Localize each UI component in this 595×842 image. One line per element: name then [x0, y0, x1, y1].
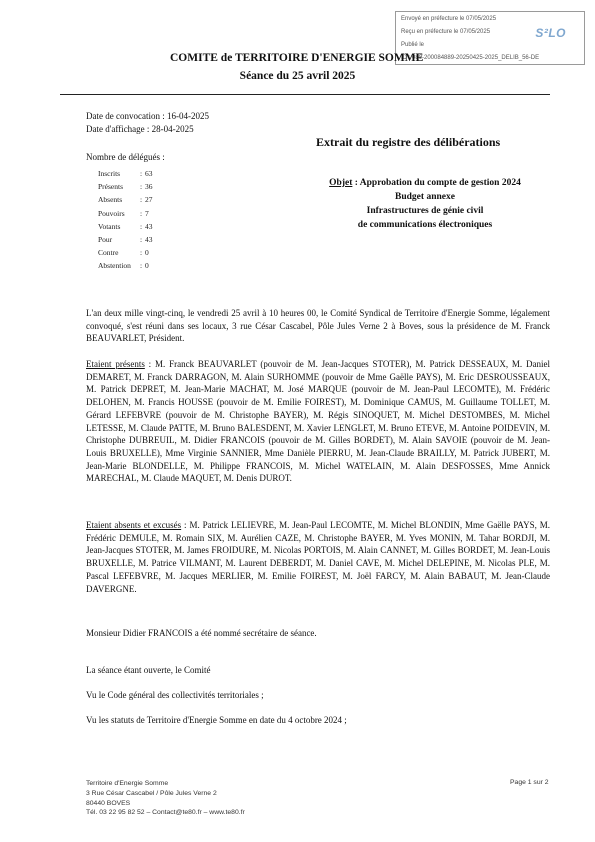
footer-org: Territoire d'Energie Somme	[86, 780, 169, 787]
delegate-value: 7	[145, 208, 149, 218]
legal-reference-code: Vu le Code général des collectivités territoriales ;	[86, 690, 264, 700]
delegate-separator: :	[140, 235, 143, 245]
delegate-separator: :	[140, 169, 143, 179]
display-date: Date d'affichage : 28-04-2025	[86, 124, 194, 134]
legal-reference-statutes: Vu les statuts de Territoire d'Energie Somme en date du 4 octobre 2024 ;	[86, 715, 347, 725]
delegate-row	[98, 246, 165, 259]
delegate-value: 27	[145, 195, 153, 205]
s2lo-logo: S²LO	[535, 26, 566, 40]
delegate-separator: :	[140, 208, 143, 218]
session-date: Séance du 25 avril 2025	[239, 70, 356, 82]
secretary-statement: Monsieur Didier FRANCOIS a été nommé secrétaire de séance.	[86, 628, 317, 638]
prefecture-stamp	[395, 11, 585, 65]
stamp-published: Publié le	[401, 42, 425, 48]
delegate-value: 36	[145, 182, 153, 192]
footer-contact: Tél. 03 22 95 82 52 – Contact@te80.fr – www.te80.fr	[86, 809, 245, 817]
delegate-label: Contre	[98, 248, 119, 258]
delegate-row	[98, 233, 165, 246]
delegate-label: Inscrits	[98, 169, 121, 179]
delegate-label: Absents	[98, 195, 123, 205]
subject-line-4: de communications électroniques	[357, 220, 493, 230]
absent-list: : M. Patrick LELIEVRE, M. Jean-Paul LECOMTE, M. Michel BLONDIN, Mme Gaëlle PAYS, M. Frédéric DEMULE, M. Romain SIX, M. Aurélien CAZE, M. Christophe BAYER, M. Yves MONIN, M. Tahar BORDJI, M. Jean-Jacques STOTER, M. James FROIDURE, M. Nicolas PORTOIS, M. Alain CANNET, M. Gilles BORDET, M. Jean-Louis BRUXELLE, M. Patrice VILMANT, M. Laurent DEBERDT, M. Daniel CAVE, M. Michel DELEPINE, M. Nicolas PLE, M. Pascal LEFEBVRE, M. Jacques MERLIER, M. Emilie FOIREST, M. Joël FARCY, M. Alain BABAUT, M. Jean-Claude DAVERGNE.	[86, 520, 550, 594]
page-number: Page 1 sur 2	[510, 779, 549, 786]
delegate-label: Pour	[98, 235, 113, 245]
session-opening: La séance étant ouverte, le Comité	[86, 665, 211, 675]
stamp-received: Reçu en préfecture le 07/05/2025	[401, 29, 491, 35]
stamp-id: ID : 080-200084889-20250425-2025_DELIB_56-DE	[401, 55, 540, 61]
footer-address-line-2: 80440 BOVES	[86, 799, 131, 807]
delegate-value: 43	[145, 235, 153, 245]
delegate-value: 0	[145, 248, 149, 258]
intro-paragraph: L'an deux mille vingt-cinq, le vendredi 25 avril à 10 heures 00, le Comité Syndical de Territoire d'Energie Somme, légalement convoqué, s'est réuni dans ses locaux, 3 rue César Cascabel, Pôle Jules Verne 2 à Boves, sous la présidence de M. Franck BEAUVARLET, Président.	[86, 308, 550, 344]
present-list: : M. Franck BEAUVARLET (pouvoir de M. Jean-Jacques STOTER), M. Patrick DESSEAUX, M. Daniel DEMARET, M. Franck DARRAGON, M. Alain SURHOMME (pouvoir de Mme Gaëlle PAYS), M. Eric DESROUSSEAUX, M. Patrick DEPRET, M. Jean-Marie MACHAT, M. José MARQUE (pouvoir de M. Jean-Paul LECOMTE), M. Frédéric DELOHEN, M. Francis HOUSSE (pouvoir de M. Emilie FOIREST), M. Dominique CAMUS, M. Guillaume TOLLET, M. Gérard LEFEBVRE (pouvoir de M. Christophe BAYER), M. Régis SINOQUET, M. Michel DESTOMBES, M. Michel LETESSE, M. Claude PATTE, M. Bruno BALESDENT, M. Xavier LENGLET, M. Bruno ETEVE, M. Antoine POIDEVIN, M. Christophe DUBREUIL, M. Didier FRANCOIS (pouvoir de M. Gilles BORDET), M. Alain SAVOIE (pouvoir de M. Jean-Louis BRUXELLE), Mme Virginie SANNIER, Mme Danièle PIERRU, M. Jean-Claude BRAILLY, M. Patrick JUBERT, M. Jean-Marie BLONDELLE, M. Philippe FRANCOIS, M. Michel WATELAIN, M. Alain DESFOSSES, Mme Annick MARECHAL, M. Claude MAQUET, M. Denis DUROT.	[86, 359, 550, 484]
delegate-label: Pouvoirs	[98, 208, 125, 218]
delegate-value: 0	[145, 261, 149, 271]
delegate-row	[98, 207, 165, 220]
delegate-row	[98, 167, 165, 180]
delegate-row	[98, 193, 165, 206]
deliberation-subject	[300, 176, 550, 232]
subject-line-2: Budget annexe	[395, 192, 455, 202]
subject-text: : Approbation du compte de gestion 2024	[352, 178, 521, 188]
present-label: Etaient présents	[86, 359, 145, 369]
delegate-row	[98, 259, 165, 272]
stamp-sent: Envoyé en préfecture le 07/05/2025	[401, 16, 497, 22]
delegate-separator: :	[140, 221, 143, 231]
delegate-separator: :	[140, 182, 143, 192]
footer-address	[86, 779, 245, 818]
delegate-row	[98, 180, 165, 193]
delegates-count-list	[98, 167, 165, 273]
delegates-heading: Nombre de délégués :	[86, 152, 165, 162]
extract-title: Extrait du registre des délibérations	[316, 135, 501, 149]
subject-line-1	[300, 176, 550, 190]
delegate-label: Abstention	[98, 261, 131, 271]
absent-members-paragraph	[86, 519, 550, 595]
delegate-separator: :	[140, 248, 143, 258]
subject-line-3: Infrastructures de génie civil	[366, 206, 484, 216]
footer-address-line-1: 3 Rue César Cascabel / Pôle Jules Verne 2	[86, 789, 217, 797]
delegate-row	[98, 220, 165, 233]
convocation-date: Date de convocation : 16-04-2025	[86, 111, 209, 121]
delegate-value: 43	[145, 221, 153, 231]
delegate-value: 63	[145, 169, 153, 179]
delegate-label: Votants	[98, 221, 121, 231]
delegate-separator: :	[140, 195, 143, 205]
absent-label: Etaient absents et excusés	[86, 520, 182, 530]
document-header-title: COMITE de TERRITOIRE D'ENERGIE SOMME	[170, 52, 424, 64]
present-members-paragraph	[86, 358, 550, 485]
subject-label: Objet	[329, 178, 353, 188]
delegate-label: Présents	[98, 182, 123, 192]
delegate-separator: :	[140, 261, 143, 271]
header-divider	[60, 94, 550, 95]
